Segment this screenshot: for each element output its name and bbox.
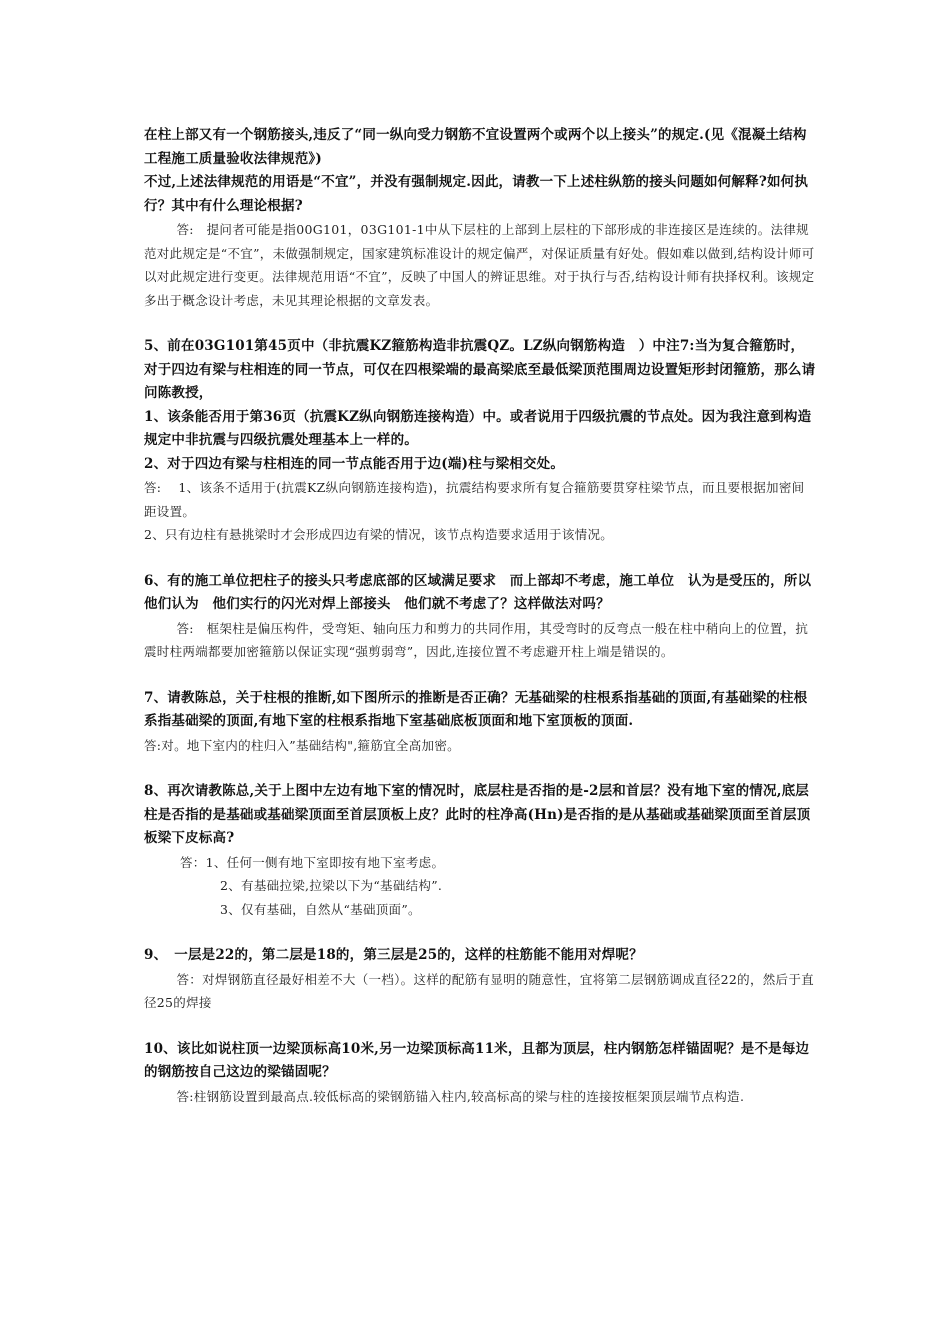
q10-question: 10、该比如说柱顶一边梁顶标高10米,另一边梁顶标高11米，且都为顶层，柱内钢筋怎样锚固呢？是不是每边的钢筋按自己这边的梁锚固呢？ [144,1040,810,1080]
q5-answer-2: 2、只有边柱有悬挑梁时才会形成四边有梁的情况，该节点构造要求适用于该情况。 [144,527,614,542]
q7-question: 7、请教陈总，关于柱根的推断,如下图所示的推断是否正确？无基础梁的柱根系指基础的顶面,有基础梁的柱根系指基础梁的顶面,有地下室的柱根系指地下室基础底板顶面和地下室顶板的顶面. [144,689,808,729]
section-gap [144,757,816,780]
q9-section [144,944,816,1015]
section-gap [144,547,816,570]
q7-answer: 答:对。地下室内的柱归入”基础结构",箍筋宜全高加密。 [144,737,460,753]
q7-section [144,687,816,758]
q8-question: 8、再次请教陈总,关于上图中左边有地下室的情况时，底层柱是否指的是-2层和首层？没有地下室的情况,底层柱是否指的是基础或基础梁顶面至首层顶板上皮？此时的柱净高(Hn)是否指的是从基础或基础梁顶面至首层顶板梁下皮标高? [144,783,811,846]
q10-answer: 答:柱钢筋设置到最高点.较低标高的梁钢筋锚入柱内,较高标高的梁与柱的连接按框架顶层端节点构造. [176,1088,745,1104]
q5-answer-1: 答: 1、该条不适用于(抗震KZ纵向钢筋连接构造)，抗震结构要求所有复合箍筋要贯穿柱梁节点，而且要根据加密间距设置。 [144,480,805,519]
section-gap [144,664,816,687]
q8-answer-1: 答：1、任何一侧有地下室即按有地下室考虑。 [180,854,445,870]
document-page [144,124,816,1108]
q9-answer: 答：对焊钢筋直径最好相差不大（一档）。这样的配筋有显明的随意性，宜将第二层钢筋调成直径22的，然后于直径25的焊接 [144,971,814,1010]
section-gap [144,1015,816,1038]
section-gap [144,921,816,944]
q8-answer-3: 3、仅有基础，自然从“基础顶面”。 [220,901,421,917]
q5-subquestion-1: 1、该条能否用于第36页（抗震KZ纵向钢筋连接构造）中。或者说用于四级抗震的节点处。因为我注意到构造规定中非抗震与四级抗震处理基本上一样的。 [144,408,812,448]
q5-question: 5、前在03G101第45页中（非抗震KZ箍筋构造非抗震QZ。LZ纵向钢筋构造 ）中注7:当为复合箍筋时，对于四边有梁与柱相连的同一节点，可仅在四根梁端的最高梁底至最低梁顶范围周边设置矩形封闭箍筋，那么请问陈教授， [144,338,816,401]
q8-answer-2: 2、有基础拉梁,拉梁以下为“基础结构”. [220,878,443,893]
q6-answer: 答: 框架柱是偏压构件，受弯矩、轴向压力和剪力的共同作用，其受弯时的反弯点一般在柱中稍向上的位置，抗震时柱两端都要加密箍筋以保证实现“强剪弱弯”，因此,连接位置不考虑避开柱上端是错误的。 [144,620,809,659]
q6-question: 6、有的施工单位把柱子的接头只考虑底部的区域满足要求 而上部却不考虑，施工单位 认为是受压的，所以他们认为 他们实行的闪光对焊上部接头 他们就不考虑了？这样做法对吗？ [144,572,812,612]
q8-section [144,780,816,921]
intro-question-2: 不过,上述法律规范的用语是“不宜”，并没有强制规定.因此，请教一下上述柱纵筋的接头问题如何解释?如何执行？其中有什么理论根据? [144,174,809,214]
q9-question: 9、 一层是22的，第二层是18的，第三层是25的，这样的柱筋能不能用对焊呢？ [144,947,643,963]
q10-section [144,1038,816,1109]
intro-section [144,124,816,312]
q5-section [144,335,816,547]
section-gap [144,312,816,335]
q5-subquestion-2: 2、对于四边有梁与柱相连的同一节点能否用于边(端)柱与梁相交处。 [144,455,565,472]
intro-question-1: 在柱上部又有一个钢筋接头,违反了“同一纵向受力钢筋不宜设置两个或两个以上接头”的规定.(见《混凝土结构工程施工质量验收法律规范》) [144,127,807,167]
intro-answer: 答: 提问者可能是指00G101，03G101-1中从下层柱的上部到上层柱的下部形成的非连接区是连续的。法律规范对此规定是“不宜”，未做强制规定，国家建筑标准设计的规定偏严，对保证质量有好处。假如难以做到,结构设计师可以对此规定进行变更。法律规范用语“不宜”，反映了中国人的辨证思维。对于执行与否,结构设计师有抉择权利。该规定多出于概念设计考虑，未见其理论根据的文章发表。 [144,222,815,308]
q6-section [144,570,816,664]
